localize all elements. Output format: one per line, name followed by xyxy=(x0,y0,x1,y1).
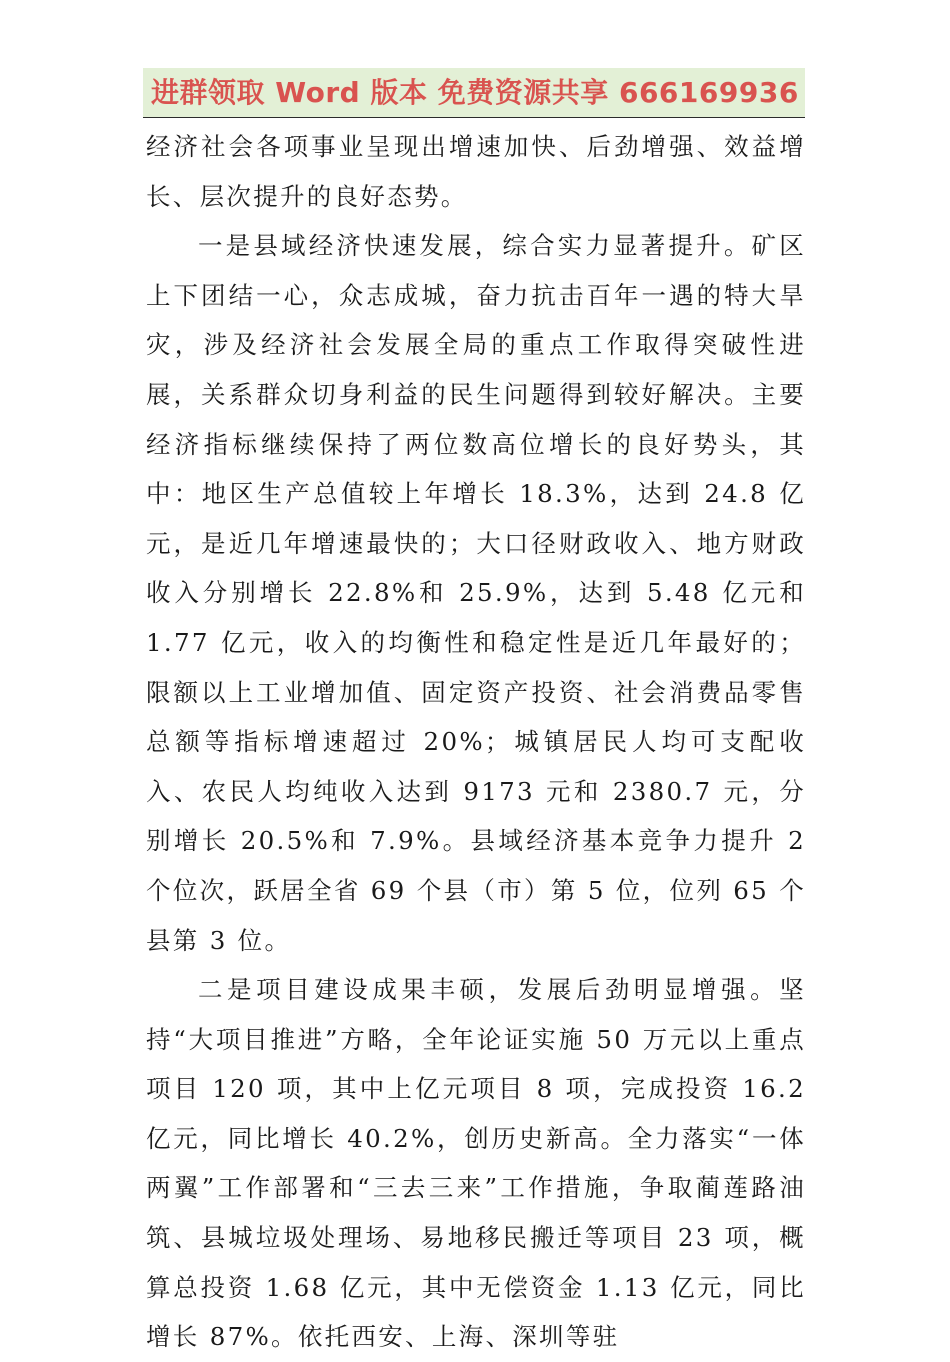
document-body xyxy=(146,122,806,1362)
paragraph-county-economy: 一是县域经济快速发展，综合实力显著提升。矿区上下团结一心，众志成城，奋力抗击百年一遇的特大旱灾，涉及经济社会发展全局的重点工作取得突破性进展，关系群众切身利益的民生问题得到较好解决。主要经济指标继续保持了两位数高位增长的良好势头，其中：地区生产总值较上年增长 18.3%，达到 24.8 亿元，是近几年增速最快的；大口径财政收入、地方财政收入分别增长 22.8%和 25.9%，达到 5.48 亿元和 1.77 亿元，收入的均衡性和稳定性是近几年最好的；限额以上工业增加值、固定资产投资、社会消费品零售总额等指标增速超过 20%；城镇居民人均可支配收入、农民人均纯收入达到 9173 元和 2380.7 元，分别增长 20.5%和 7.9%。县域经济基本竞争力提升 2 个位次，跃居全省 69 个县（市）第 5 位，位列 65 个县第 3 位。 xyxy=(146,231,806,955)
banner-text: 进群领取 Word 版本 免费资源共享 666169936 xyxy=(151,76,799,109)
paragraph-project-construction: 二是项目建设成果丰硕，发展后劲明显增强。坚持“大项目推进”方略，全年论证实施 50 万元以上重点项目 120 项，其中上亿元项目 8 项，完成投资 16.2 亿元，同比增长 40.2%，创历史新高。全力落实“一体两翼”工作部署和“三去三来”工作措施，争取蔺莲路油筑、县城垃圾处理场、易地移民搬迁等项目 23 项，概算总投资 1.68 亿元，其中无偿资金 1.13 亿元，同比增长 87%。依托西安、上海、深圳等驻 xyxy=(146,975,806,1352)
watermark-banner xyxy=(143,68,805,118)
paragraph-continuation: 经济社会各项事业呈现出增速加快、后劲增强、效益增长、层次提升的良好态势。 xyxy=(146,132,806,211)
